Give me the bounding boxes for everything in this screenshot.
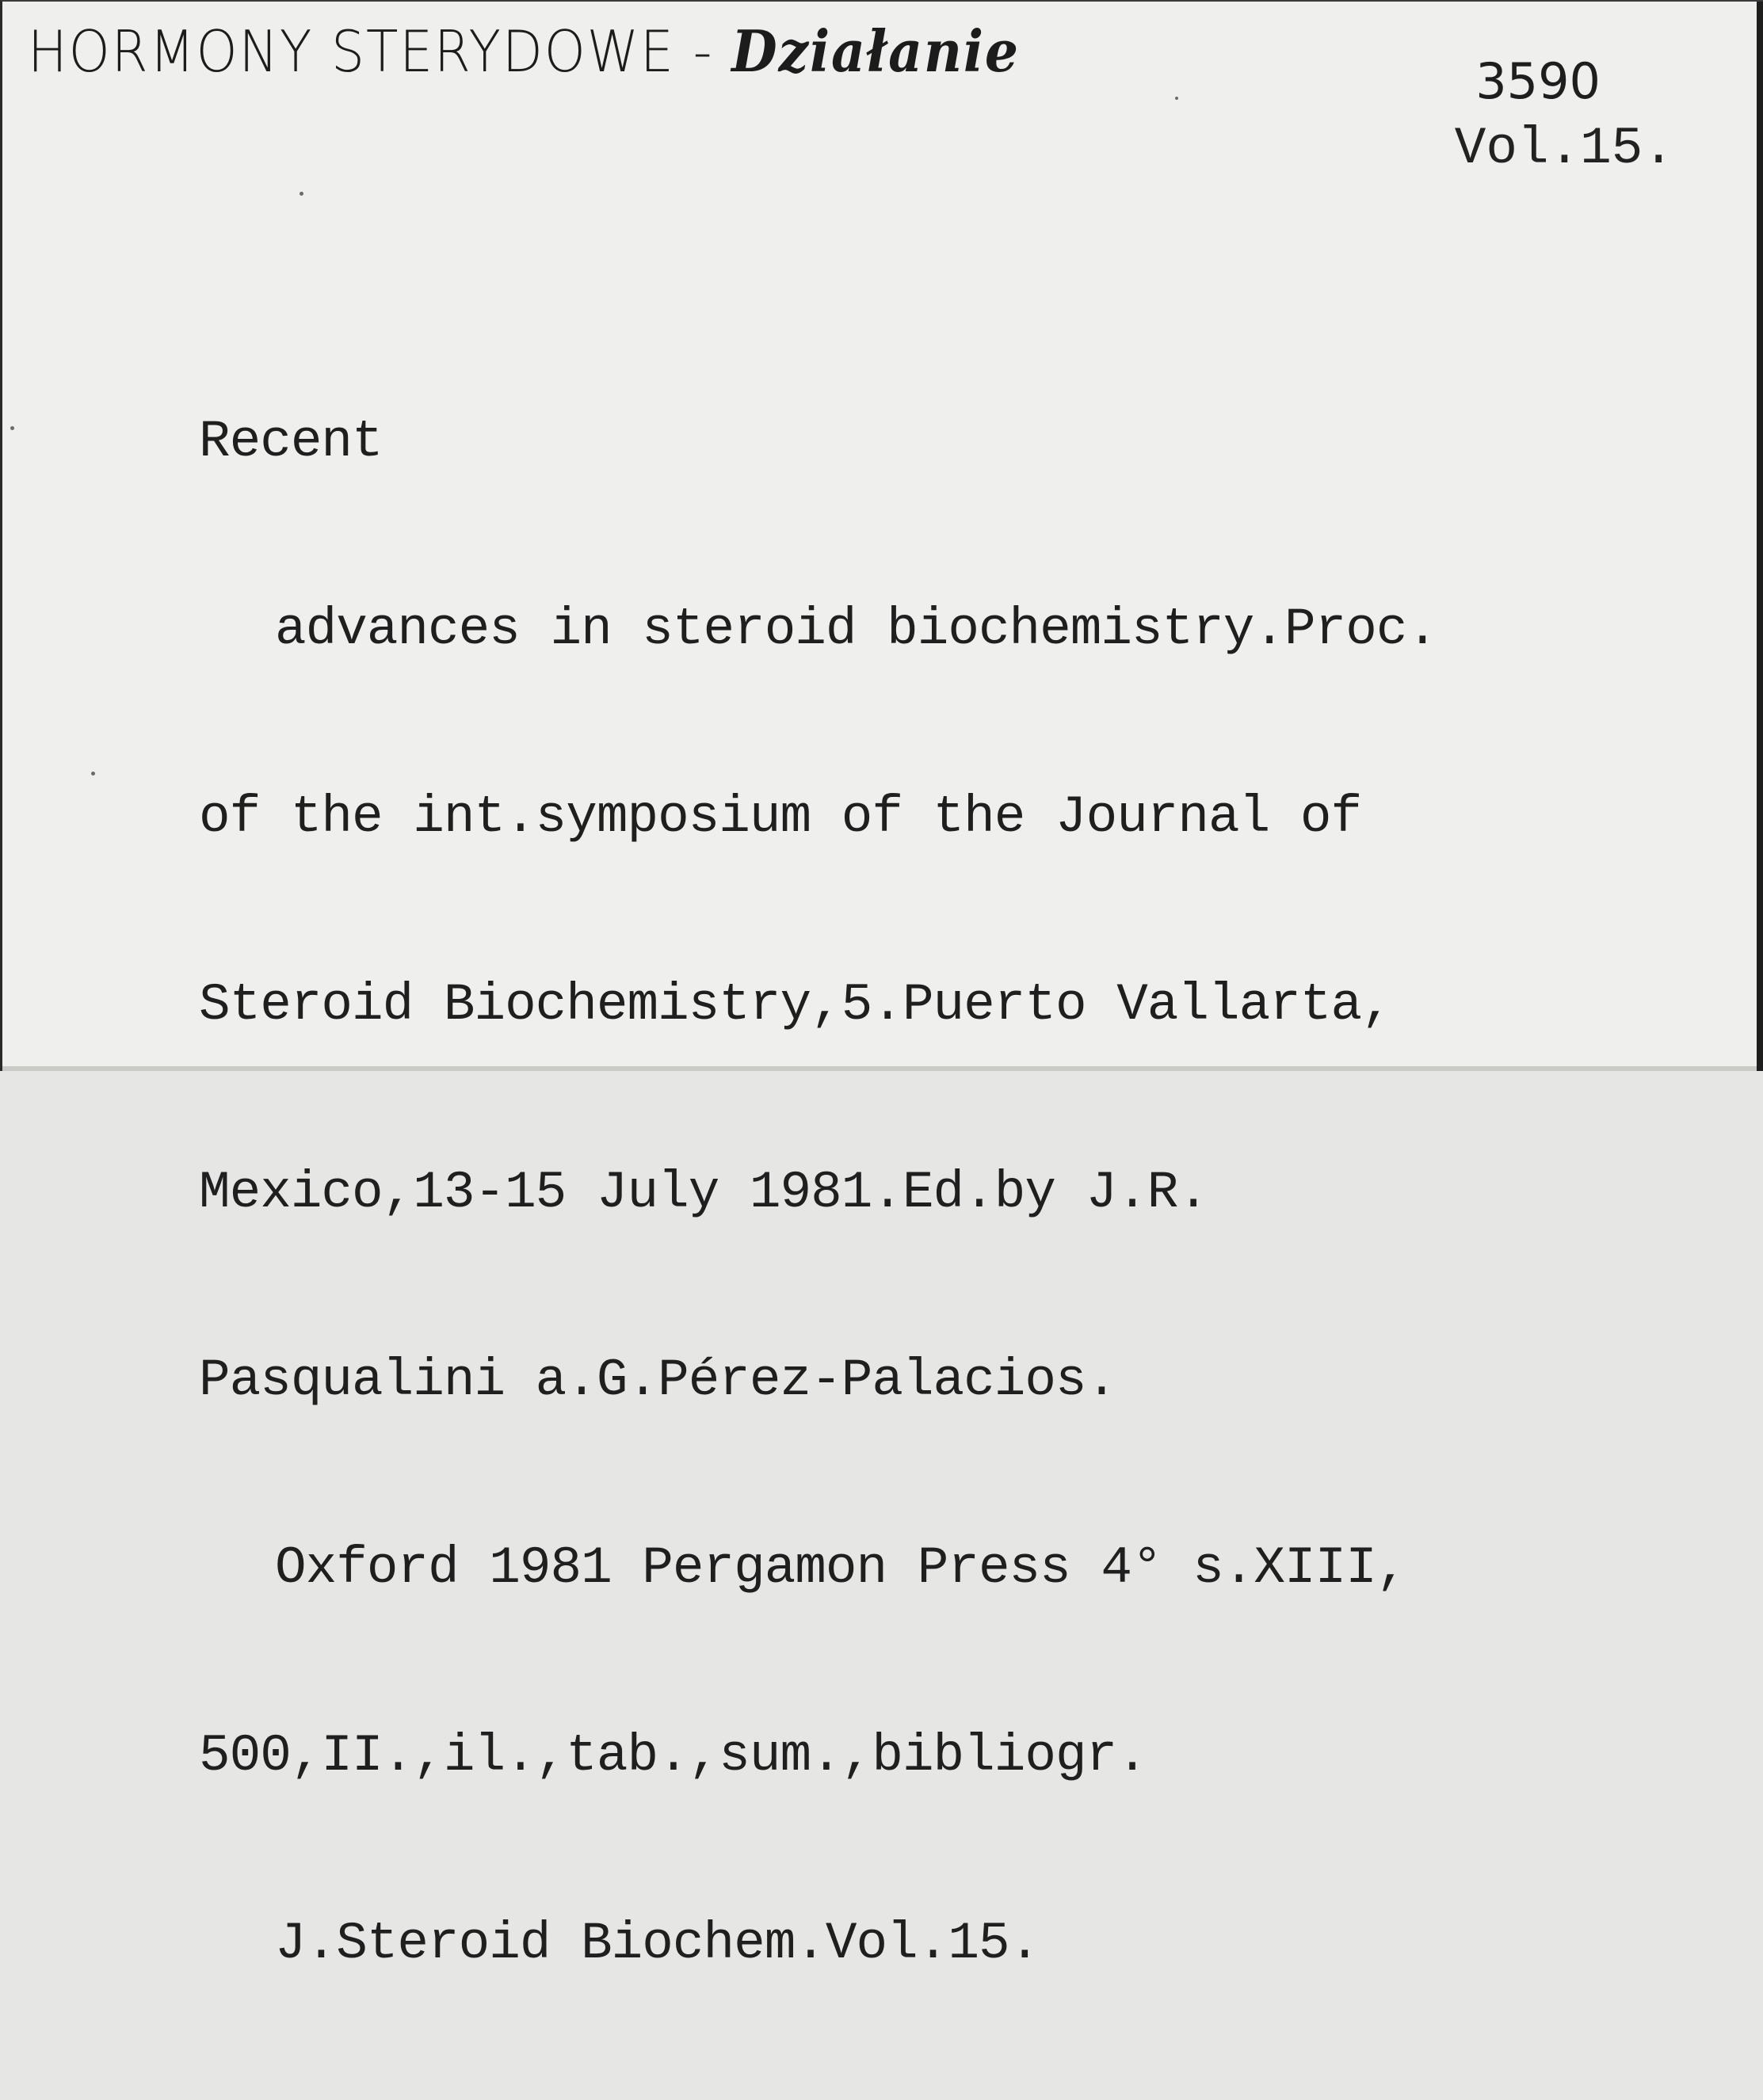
entry-line: Oxford 1981 Pergamon Press 4° s.XIII, <box>275 1538 1407 1598</box>
bibliographic-entry <box>199 285 1437 2100</box>
paper-speck <box>1175 97 1178 100</box>
entry-line: Steroid Biochemistry,5.Puerto Vallarta, <box>199 975 1392 1035</box>
call-number: 3590 <box>1475 52 1601 110</box>
subject-heading <box>28 17 1020 85</box>
entry-line: Recent <box>199 412 383 471</box>
paper-speck <box>91 772 95 776</box>
paper-speck <box>300 192 303 196</box>
entry-line: 500,II.,il.,tab.,sum.,bibliogr. <box>199 1726 1147 1786</box>
subject-subheading: Działanie <box>731 17 1020 85</box>
entry-line: of the int.symposium of the Journal of <box>199 787 1362 847</box>
volume-label: Vol.15. <box>1454 119 1674 178</box>
entry-line: Pasqualini a.G.Pérez-Palacios. <box>199 1351 1117 1410</box>
entry-line: J.Steroid Biochem.Vol.15. <box>275 1914 1040 1973</box>
subject-heading-text: HORMONY STERYDOWE - <box>28 18 714 85</box>
card-bottom-edge <box>2 1066 1763 1071</box>
entry-line: advances in steroid biochemistry.Proc. <box>275 600 1438 659</box>
entry-line: Mexico,13-15 July 1981.Ed.by J.R. <box>199 1163 1209 1222</box>
paper-speck <box>10 426 14 430</box>
